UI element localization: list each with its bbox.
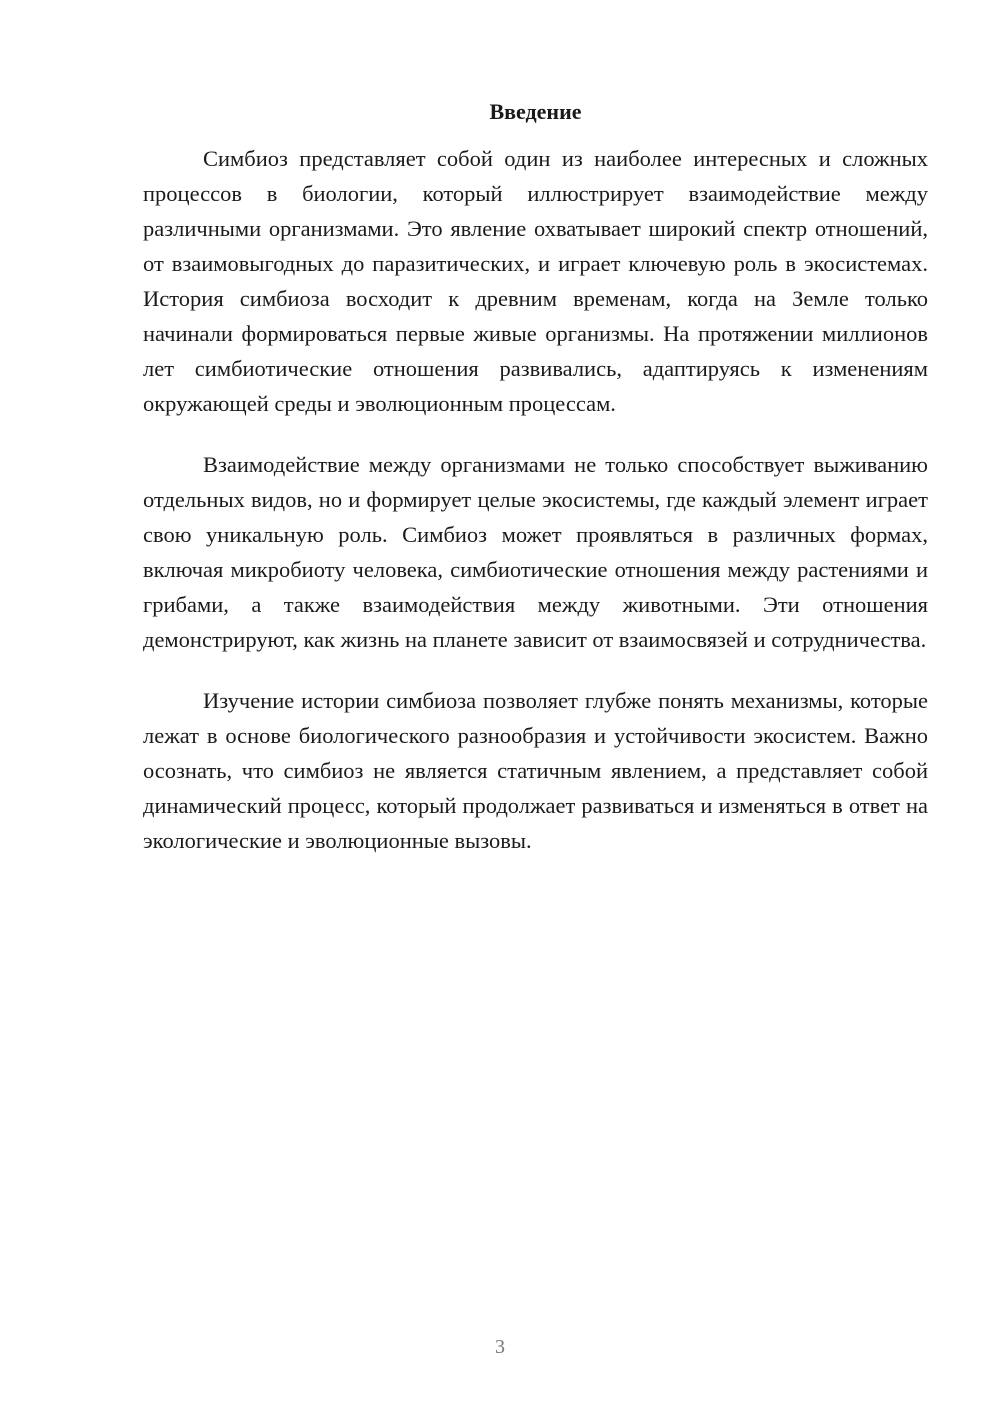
- paragraph-3: Изучение истории симбиоза позволяет глубже понять механизмы, которые лежат в основе биологического разнообразия и устойчивости экосистем. Важно осознать, что симбиоз не является статичным явлением, а представляет собой динамический процесс, который продолжает развиваться и изменяться в ответ на экологические и эволюционные вызовы.: [143, 688, 928, 853]
- document-body: [143, 96, 928, 858]
- section-heading: Введение: [489, 99, 582, 124]
- paragraph-2: Взаимодействие между организмами не только способствует выживанию отдельных видов, но и формирует целые экосистемы, где каждый элемент играет свою уникальную роль. Симбиоз может проявляться в различных формах, включая микробиоту человека, симбиотические отношения между растениями и грибами, а также взаимодействия между животными. Эти отношения демонстрируют, как жизнь на планете зависит от взаимосвязей и сотрудничества.: [143, 452, 928, 652]
- paragraph-1: Симбиоз представляет собой один из наиболее интересных и сложных процессов в биологии, который иллюстрирует взаимодействие между различными организмами. Это явление охватывает широкий спектр отношений, от взаимовыгодных до паразитических, и играет ключевую роль в экосистемах. История симбиоза восходит к древним временам, когда на Земле только начинали формироваться первые живые организмы. На протяжении миллионов лет симбиотические отношения развивались, адаптируясь к изменениям окружающей среды и эволюционным процессам.: [143, 146, 928, 416]
- page-number: 3: [495, 1336, 505, 1358]
